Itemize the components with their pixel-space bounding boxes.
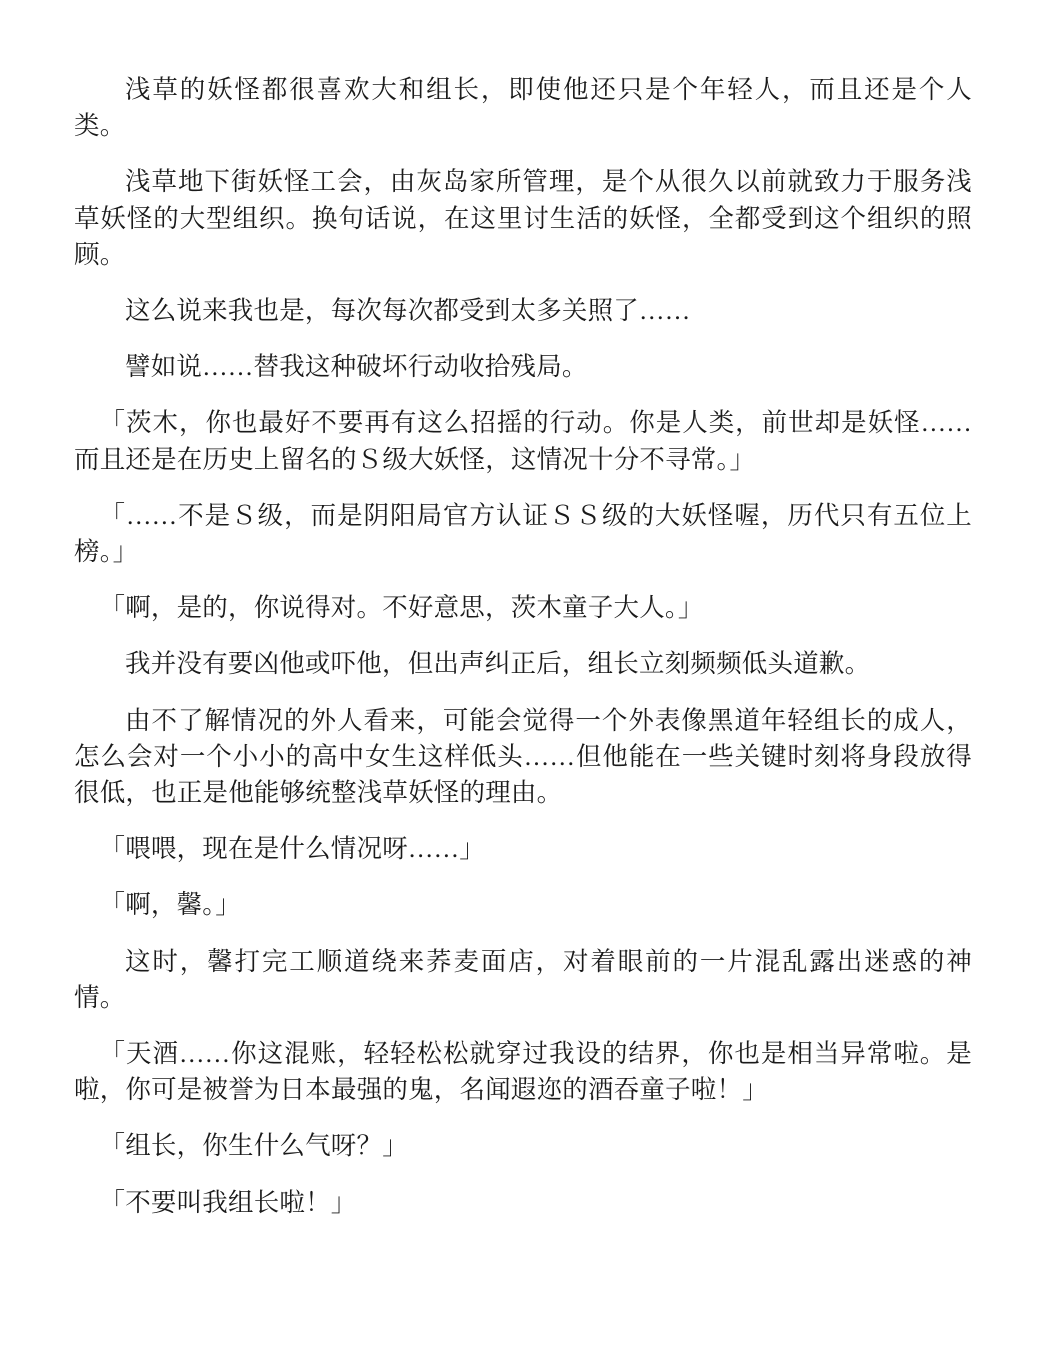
paragraph: 「不要叫我组长啦！」 [99,1187,357,1217]
paragraph: 我并没有要凶他或吓他，但出声纠正后，组长立刻频频低头道歉。 [125,649,871,679]
paragraph: 这时，馨打完工顺道绕来荞麦面店，对着眼前的一片混乱露出迷惑的神情。 [74,946,972,1012]
paragraph: 「茨木，你也最好不要再有这么招摇的行动。你是人类，前世却是妖怪……而且还是在历史上留名的Ｓ级大妖怪，这情况十分不寻常。」 [74,408,972,474]
paragraph: 这么说来我也是，每次每次都受到太多关照了…… [125,296,691,326]
paragraph: 「组长，你生什么气呀？」 [99,1131,408,1161]
document-body [74,72,972,1221]
paragraph: 「啊，是的，你说得对。不好意思，茨木童子大人。」 [99,593,704,623]
paragraph: 「……不是Ｓ级，而是阴阳局官方认证ＳＳ级的大妖怪喔，历代只有五位上榜。」 [74,500,972,567]
paragraph: 浅草地下街妖怪工会，由灰岛家所管理，是个从很久以前就致力于服务浅草妖怪的大型组织。换句话说，在这里讨生活的妖怪，全都受到这个组织的照顾。 [74,167,972,269]
paragraph: 「喂喂，现在是什么情况呀……」 [99,834,486,864]
paragraph: 譬如说……替我这种破坏行动收拾残局。 [125,352,588,382]
paragraph: 「天酒……你这混账，轻轻松松就穿过我设的结界，你也是相当异常啦。是啦，你可是被誉为日本最强的鬼，名闻遐迩的酒吞童子啦！」 [74,1039,972,1105]
paragraph: 「啊，馨。」 [99,890,241,920]
paragraph: 由不了解情况的外人看来，可能会觉得一个外表像黑道年轻组长的成人，怎么会对一个小小的高中女生这样低头……但他能在一些关键时刻将身段放得很低，也正是他能够统整浅草妖怪的理由。 [74,705,972,808]
paragraph: 浅草的妖怪都很喜欢大和组长，即使他还只是个年轻人，而且还是个人类。 [74,75,972,141]
